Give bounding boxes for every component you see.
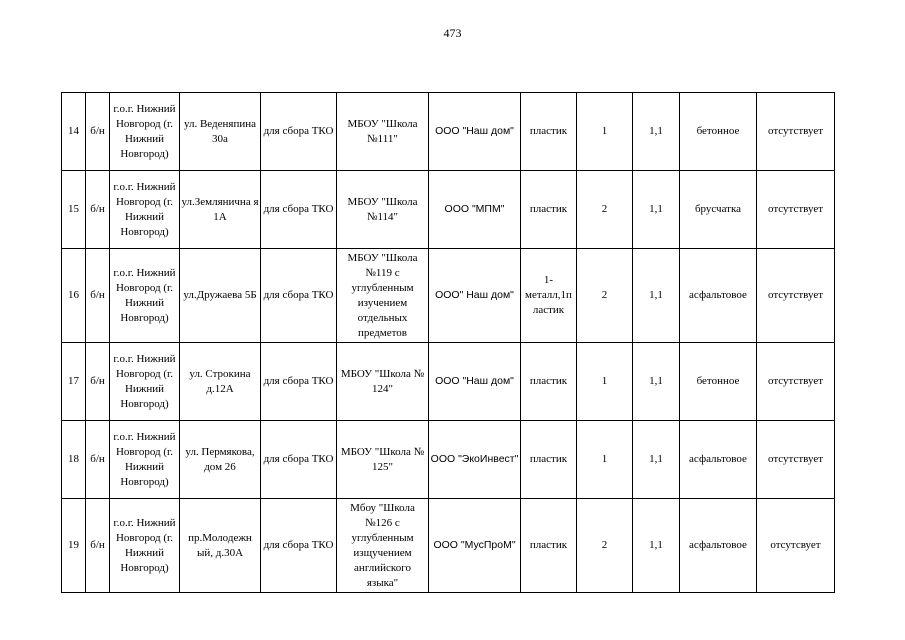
address-cell: ул.Землянична я 1А <box>180 171 261 249</box>
table-row <box>62 171 835 249</box>
table-row <box>62 93 835 171</box>
volume-cell: 1,1 <box>633 93 680 171</box>
registry-number: б/н <box>86 249 110 343</box>
count-cell: 1 <box>577 421 633 499</box>
fence-cell: отсутствует <box>757 93 835 171</box>
count-cell: 2 <box>577 171 633 249</box>
fence-cell: отсутствует <box>757 171 835 249</box>
volume-cell: 1,1 <box>633 421 680 499</box>
school-cell: Мбоу "Школа №126 с углубленным изщучением английского языка" <box>337 499 429 593</box>
address-cell: ул.Дружаева 5Б <box>180 249 261 343</box>
table-row <box>62 499 835 593</box>
material-cell: пластик <box>521 93 577 171</box>
row-number: 14 <box>62 93 86 171</box>
material-cell: пластик <box>521 343 577 421</box>
material-cell: пластик <box>521 171 577 249</box>
row-number: 19 <box>62 499 86 593</box>
company-cell: ООО "ЭкоИнвест" <box>429 421 521 499</box>
surface-cell: бетонное <box>680 343 757 421</box>
surface-cell: асфальтовое <box>680 249 757 343</box>
school-cell: МБОУ "Школа №114" <box>337 171 429 249</box>
address-cell: ул. Пермякова, дом 26 <box>180 421 261 499</box>
material-cell: пластик <box>521 499 577 593</box>
municipality-cell: г.о.г. Нижний Новгород (г. Нижний Новгород) <box>110 421 180 499</box>
registry-number: б/н <box>86 171 110 249</box>
municipality-cell: г.о.г. Нижний Новгород (г. Нижний Новгород) <box>110 249 180 343</box>
municipality-cell: г.о.г. Нижний Новгород (г. Нижний Новгород) <box>110 499 180 593</box>
count-cell: 1 <box>577 343 633 421</box>
row-number: 17 <box>62 343 86 421</box>
school-cell: МБОУ "Школа № 124" <box>337 343 429 421</box>
company-cell: ООО "МусПроМ" <box>429 499 521 593</box>
surface-cell: бетонное <box>680 93 757 171</box>
row-number: 15 <box>62 171 86 249</box>
surface-cell: асфальтовое <box>680 499 757 593</box>
company-cell: ООО "МПМ" <box>429 171 521 249</box>
row-number: 18 <box>62 421 86 499</box>
page-number: 473 <box>443 26 462 40</box>
surface-cell: брусчатка <box>680 171 757 249</box>
fence-cell: отсутствует <box>757 249 835 343</box>
count-cell: 2 <box>577 249 633 343</box>
school-cell: МБОУ "Школа №111" <box>337 93 429 171</box>
count-cell: 2 <box>577 499 633 593</box>
fence-cell: отсутсвует <box>757 499 835 593</box>
registry-number: б/н <box>86 343 110 421</box>
purpose-cell: для сбора ТКО <box>261 499 337 593</box>
volume-cell: 1,1 <box>633 343 680 421</box>
registry-number: б/н <box>86 499 110 593</box>
municipality-cell: г.о.г. Нижний Новгород (г. Нижний Новгород) <box>110 343 180 421</box>
container-sites-table <box>61 92 835 593</box>
address-cell: пр.Молодежн ый, д.30А <box>180 499 261 593</box>
fence-cell: отсутствует <box>757 343 835 421</box>
school-cell: МБОУ "Школа №119 с углубленным изучением отдельных предметов <box>337 249 429 343</box>
registry-number: б/н <box>86 421 110 499</box>
company-cell: ООО "Наш дом" <box>429 343 521 421</box>
count-cell: 1 <box>577 93 633 171</box>
fence-cell: отсутствует <box>757 421 835 499</box>
row-number: 16 <box>62 249 86 343</box>
volume-cell: 1,1 <box>633 249 680 343</box>
address-cell: ул. Веденяпина 30а <box>180 93 261 171</box>
purpose-cell: для сбора ТКО <box>261 343 337 421</box>
company-cell: ООО" Наш дом" <box>429 249 521 343</box>
municipality-cell: г.о.г. Нижний Новгород (г. Нижний Новгород) <box>110 171 180 249</box>
volume-cell: 1,1 <box>633 171 680 249</box>
purpose-cell: для сбора ТКО <box>261 421 337 499</box>
material-cell: 1-металл,1п ластик <box>521 249 577 343</box>
volume-cell: 1,1 <box>633 499 680 593</box>
registry-number: б/н <box>86 93 110 171</box>
material-cell: пластик <box>521 421 577 499</box>
table-row <box>62 421 835 499</box>
purpose-cell: для сбора ТКО <box>261 93 337 171</box>
school-cell: МБОУ "Школа № 125" <box>337 421 429 499</box>
address-cell: ул. Строкина д.12А <box>180 343 261 421</box>
municipality-cell: г.о.г. Нижний Новгород (г. Нижний Новгород) <box>110 93 180 171</box>
purpose-cell: для сбора ТКО <box>261 249 337 343</box>
company-cell: ООО "Наш дом" <box>429 93 521 171</box>
surface-cell: асфальтовое <box>680 421 757 499</box>
table-row <box>62 343 835 421</box>
purpose-cell: для сбора ТКО <box>261 171 337 249</box>
table-row <box>62 249 835 343</box>
